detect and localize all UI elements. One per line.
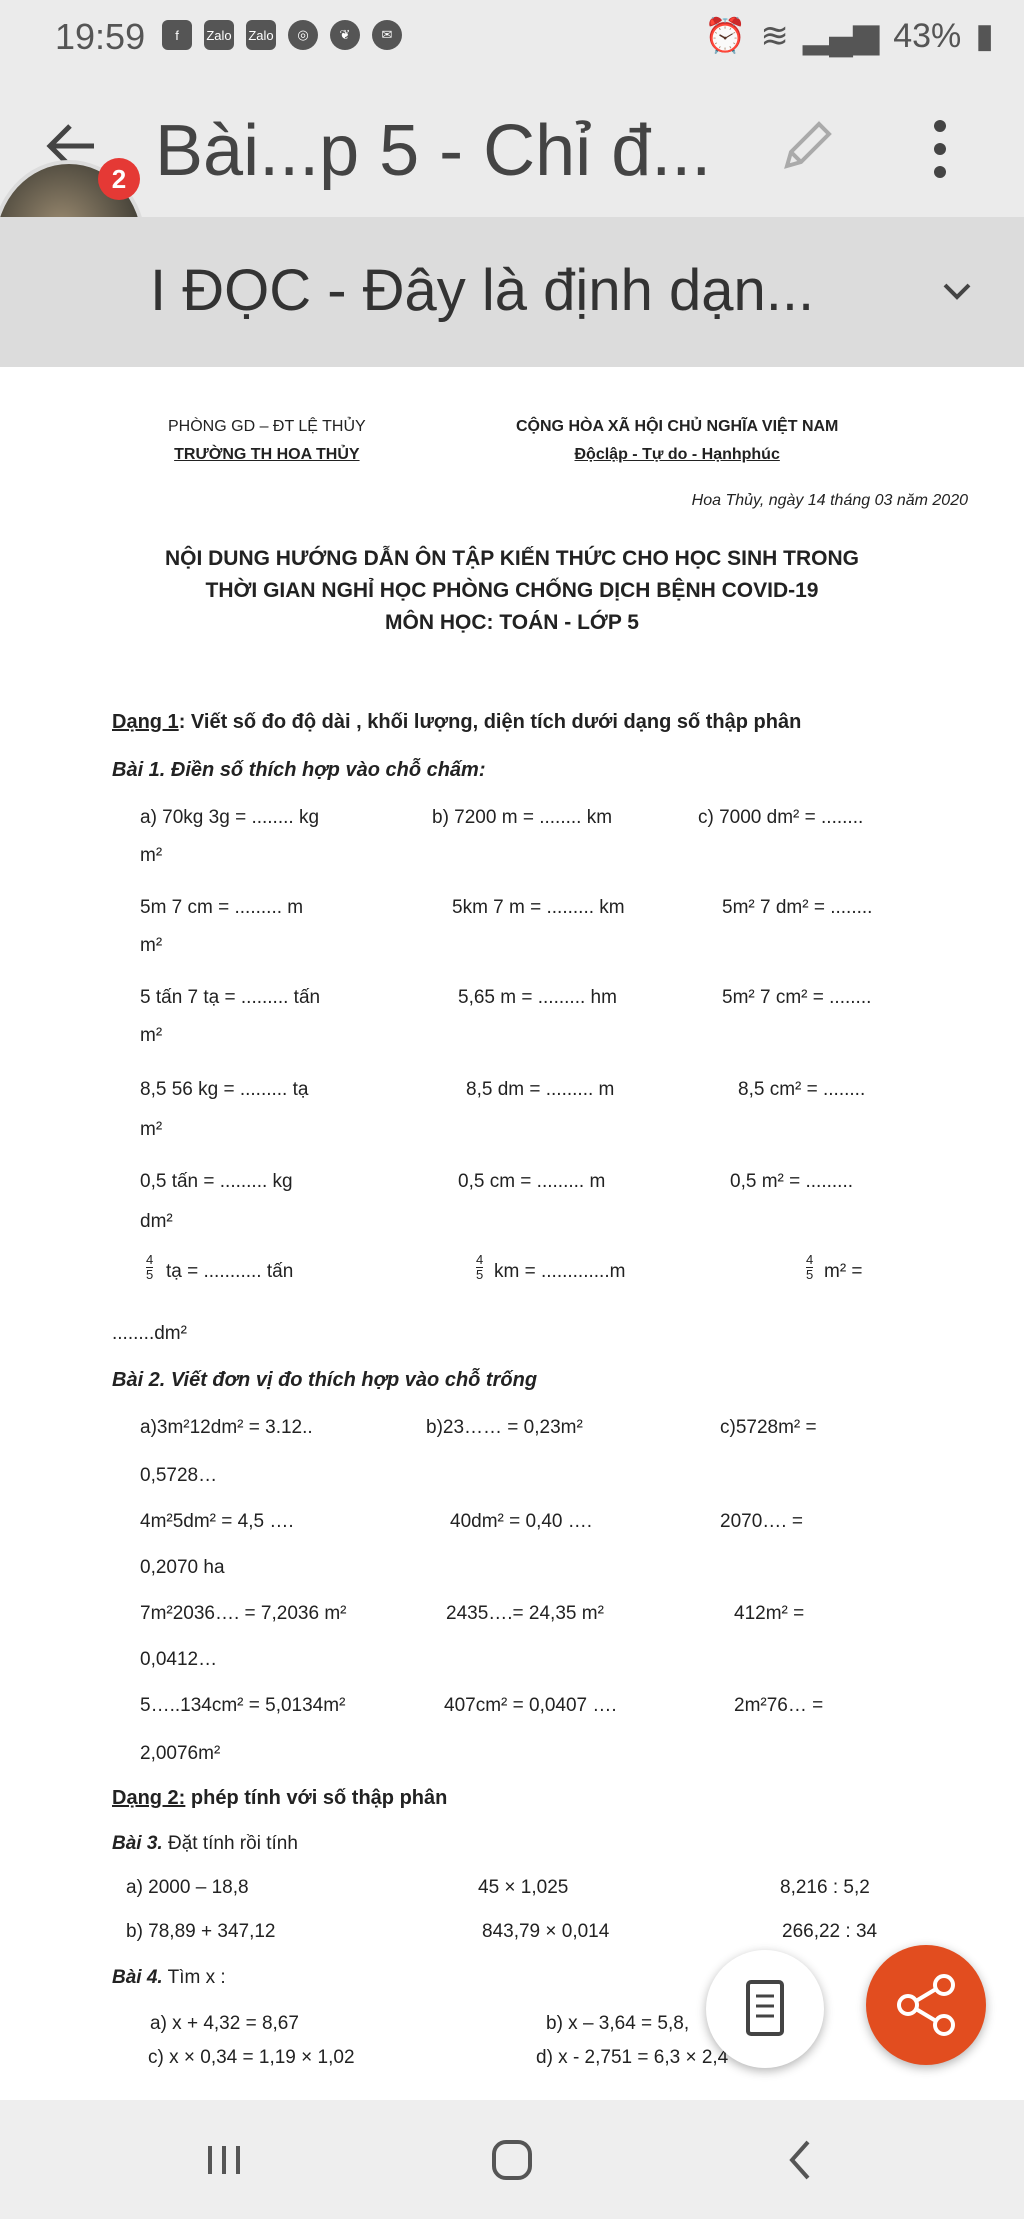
header-country: CỘNG HÒA XÃ HỘI CHỦ NGHĨA VIỆT NAM bbox=[516, 418, 839, 435]
chevron-down-icon[interactable] bbox=[935, 269, 979, 313]
bai4-row2-a: c) x × 0,34 = 1,19 × 1,02 bbox=[148, 2047, 355, 2068]
signal-icon: ▂▄▆ bbox=[802, 17, 880, 55]
bai1-row4-b: 8,5 dm = ......... m bbox=[466, 1079, 615, 1100]
bai3-row1-a: a) 2000 – 18,8 bbox=[126, 1877, 249, 1898]
dang1-label: Dạng 1 bbox=[112, 711, 179, 733]
leaf-icon: ❦ bbox=[330, 20, 360, 50]
bai1-frac-a: tạ = ........... tấn bbox=[166, 1261, 294, 1282]
bai4-title: Bài 4. bbox=[112, 1967, 163, 1988]
bai1-row2-a: 5m 7 cm = ......... m bbox=[140, 897, 304, 918]
dang2-heading bbox=[112, 1787, 447, 1810]
bai2-row2-a: 4m²5dm² = 4,5 …. bbox=[140, 1511, 294, 1532]
notification-icons bbox=[162, 20, 402, 50]
bai2-row3-c: 412m² = bbox=[734, 1603, 805, 1624]
battery-level: 43% bbox=[893, 16, 962, 55]
frac-den: 5 bbox=[476, 1267, 484, 1282]
bai3-heading bbox=[112, 1833, 298, 1855]
share-button[interactable] bbox=[866, 1945, 986, 2065]
bai1-title: Bài 1. Điền số thích hợp vào chỗ chấm: bbox=[112, 759, 486, 781]
page-view-button[interactable] bbox=[706, 1950, 824, 2068]
wifi-icon: ≋ bbox=[760, 17, 789, 55]
bai2-row4-b: 407cm² = 0,0407 …. bbox=[444, 1695, 617, 1716]
bai4-row1-a: a) x + 4,32 = 8,67 bbox=[150, 2013, 299, 2034]
bai1-frac-b: km = .............m bbox=[494, 1261, 626, 1282]
dang1-heading bbox=[112, 711, 801, 734]
header-school: TRƯỜNG TH HOA THỦY bbox=[174, 446, 360, 463]
notification-badge: 2 bbox=[98, 158, 140, 200]
bai3-row2-a: b) 78,89 + 347,12 bbox=[126, 1921, 276, 1942]
document-date: Hoa Thủy, ngày 14 tháng 03 năm 2020 bbox=[691, 492, 968, 509]
frac-num: 4 bbox=[806, 1252, 814, 1267]
bai4-sub: Tìm x : bbox=[162, 1967, 226, 1988]
bai2-row1-cont: 0,5728… bbox=[140, 1465, 218, 1486]
header-right bbox=[516, 413, 838, 469]
document-icon bbox=[706, 1950, 824, 2068]
bai1-row4-a: 8,5 56 kg = ......... tạ bbox=[140, 1079, 309, 1100]
header-left bbox=[168, 413, 366, 469]
home-icon[interactable] bbox=[482, 2130, 542, 2190]
bai1-row2-b: 5km 7 m = ......... km bbox=[452, 897, 625, 918]
bai3-sub: Đặt tính rồi tính bbox=[162, 1833, 298, 1854]
dang2-label: Dạng 2: bbox=[112, 1787, 186, 1809]
app-bar bbox=[0, 72, 1024, 217]
bai1-row5-b: 0,5 cm = ......... m bbox=[458, 1171, 606, 1192]
bai3-row1-c: 8,216 : 5,2 bbox=[780, 1877, 870, 1898]
header-motto: Độclập - Tự do - Hạnhphúc bbox=[574, 446, 780, 463]
bai1-frac-cont: ........dm² bbox=[112, 1323, 187, 1344]
bai2-row2-cont: 0,2070 ha bbox=[140, 1557, 225, 1578]
bai1-row1-c: c) 7000 dm² = ........ bbox=[698, 807, 864, 828]
bai4-heading bbox=[112, 1967, 226, 1989]
bai2-row4-c: 2m²76… = bbox=[734, 1695, 824, 1716]
zalo-icon: Zalo bbox=[204, 20, 234, 50]
battery-icon: ▮ bbox=[975, 17, 994, 55]
zalo-icon: Zalo bbox=[246, 20, 276, 50]
bai2-row1-a: a)3m²12dm² = 3.12.. bbox=[140, 1417, 313, 1438]
bai1-row3-c: 5m² 7 cm² = ........ bbox=[722, 987, 872, 1008]
bai2-row1-b: b)23…… = 0,23m² bbox=[426, 1417, 583, 1438]
bai1-row2-cont: m² bbox=[140, 935, 163, 956]
frac-den: 5 bbox=[146, 1267, 154, 1282]
document-title: Bài...p 5 - Chỉ đ... bbox=[155, 111, 712, 191]
bai1-frac-c: m² = bbox=[824, 1261, 863, 1282]
chrome-icon: ◎ bbox=[288, 20, 318, 50]
bai1-row4-c: 8,5 cm² = ........ bbox=[738, 1079, 866, 1100]
fraction-4-5 bbox=[146, 1253, 153, 1282]
frac-num: 4 bbox=[146, 1252, 154, 1267]
bai1-row1-b: b) 7200 m = ........ km bbox=[432, 807, 613, 828]
section-title: I ĐỌC - Đây là định dạn... bbox=[150, 258, 815, 323]
system-nav-bar bbox=[0, 2100, 1024, 2219]
bai1-row1-a: a) 70kg 3g = ........ kg bbox=[140, 807, 320, 828]
fraction-4-5 bbox=[476, 1253, 483, 1282]
bai4-row1-b: b) x – 3,64 = 5,8, bbox=[546, 2013, 690, 2034]
bai2-row3-a: 7m²2036…. = 7,2036 m² bbox=[140, 1603, 347, 1624]
bai2-row4-a: 5…..134cm² = 5,0134m² bbox=[140, 1695, 346, 1716]
bai2-row3-b: 2435….= 24,35 m² bbox=[446, 1603, 604, 1624]
dang2-text: phép tính với số thập phân bbox=[185, 1787, 448, 1809]
bai3-row1-b: 45 × 1,025 bbox=[478, 1877, 569, 1898]
bai1-row4-cont: m² bbox=[140, 1119, 163, 1140]
frac-den: 5 bbox=[806, 1267, 814, 1282]
recent-apps-icon[interactable] bbox=[194, 2130, 254, 2190]
messenger-icon: ✉ bbox=[372, 20, 402, 50]
bai2-row4-cont: 2,0076m² bbox=[140, 1743, 221, 1764]
frac-num: 4 bbox=[476, 1252, 484, 1267]
bai1-row2-c: 5m² 7 dm² = ........ bbox=[722, 897, 873, 918]
document-page bbox=[0, 367, 1024, 2100]
bai1-row3-cont: m² bbox=[140, 1025, 163, 1046]
bai2-row2-c: 2070…. = bbox=[720, 1511, 803, 1532]
share-icon bbox=[866, 1945, 986, 2065]
title-line-1: NỘI DUNG HƯỚNG DẪN ÔN TẬP KIẾN THỨC CHO HỌC SINH TRONG bbox=[164, 547, 860, 570]
dang1-text: : Viết số đo độ dài , khối lượng, diện tích dưới dạng số thập phân bbox=[178, 711, 802, 733]
bai2-row3-cont: 0,0412… bbox=[140, 1649, 218, 1670]
bai1-row5-cont: dm² bbox=[140, 1211, 173, 1232]
facebook-icon: f bbox=[162, 20, 192, 50]
status-bar bbox=[0, 0, 1024, 72]
bai1-row3-b: 5,65 m = ......... hm bbox=[458, 987, 617, 1008]
bai2-title: Bài 2. Viết đơn vị đo thích hợp vào chỗ trống bbox=[112, 1369, 538, 1391]
header-department: PHÒNG GD – ĐT LỆ THỦY bbox=[168, 418, 366, 435]
status-time: 19:59 bbox=[55, 16, 146, 57]
bai3-row2-c: 266,22 : 34 bbox=[782, 1921, 878, 1942]
bai1-row3-a: 5 tấn 7 tạ = ......... tấn bbox=[140, 987, 321, 1008]
section-bar[interactable] bbox=[0, 217, 1024, 367]
alarm-icon: ⏰ bbox=[703, 17, 747, 55]
bai3-title: Bài 3. bbox=[112, 1833, 163, 1854]
bai1-row5-c: 0,5 m² = ......... bbox=[730, 1171, 854, 1192]
title-line-3: MÔN HỌC: TOÁN - LỚP 5 bbox=[385, 611, 639, 634]
edit-pencil-icon[interactable] bbox=[775, 114, 839, 178]
bai2-row2-b: 40dm² = 0,40 …. bbox=[450, 1511, 593, 1532]
back-nav-icon[interactable] bbox=[770, 2130, 830, 2190]
title-line-2: THỜI GIAN NGHỈ HỌC PHÒNG CHỐNG DỊCH BỆNH COVID-19 bbox=[205, 579, 819, 602]
bai1-row1-cont: m² bbox=[140, 845, 163, 866]
bai3-row2-b: 843,79 × 0,014 bbox=[482, 1921, 610, 1942]
bai1-row5-a: 0,5 tấn = ......... kg bbox=[140, 1171, 293, 1192]
more-options-icon[interactable] bbox=[920, 114, 960, 184]
bai2-row1-c: c)5728m² = bbox=[720, 1417, 817, 1438]
fraction-4-5 bbox=[806, 1253, 813, 1282]
bai4-row2-b: d) x - 2,751 = 6,3 × 2,4 bbox=[536, 2047, 729, 2068]
